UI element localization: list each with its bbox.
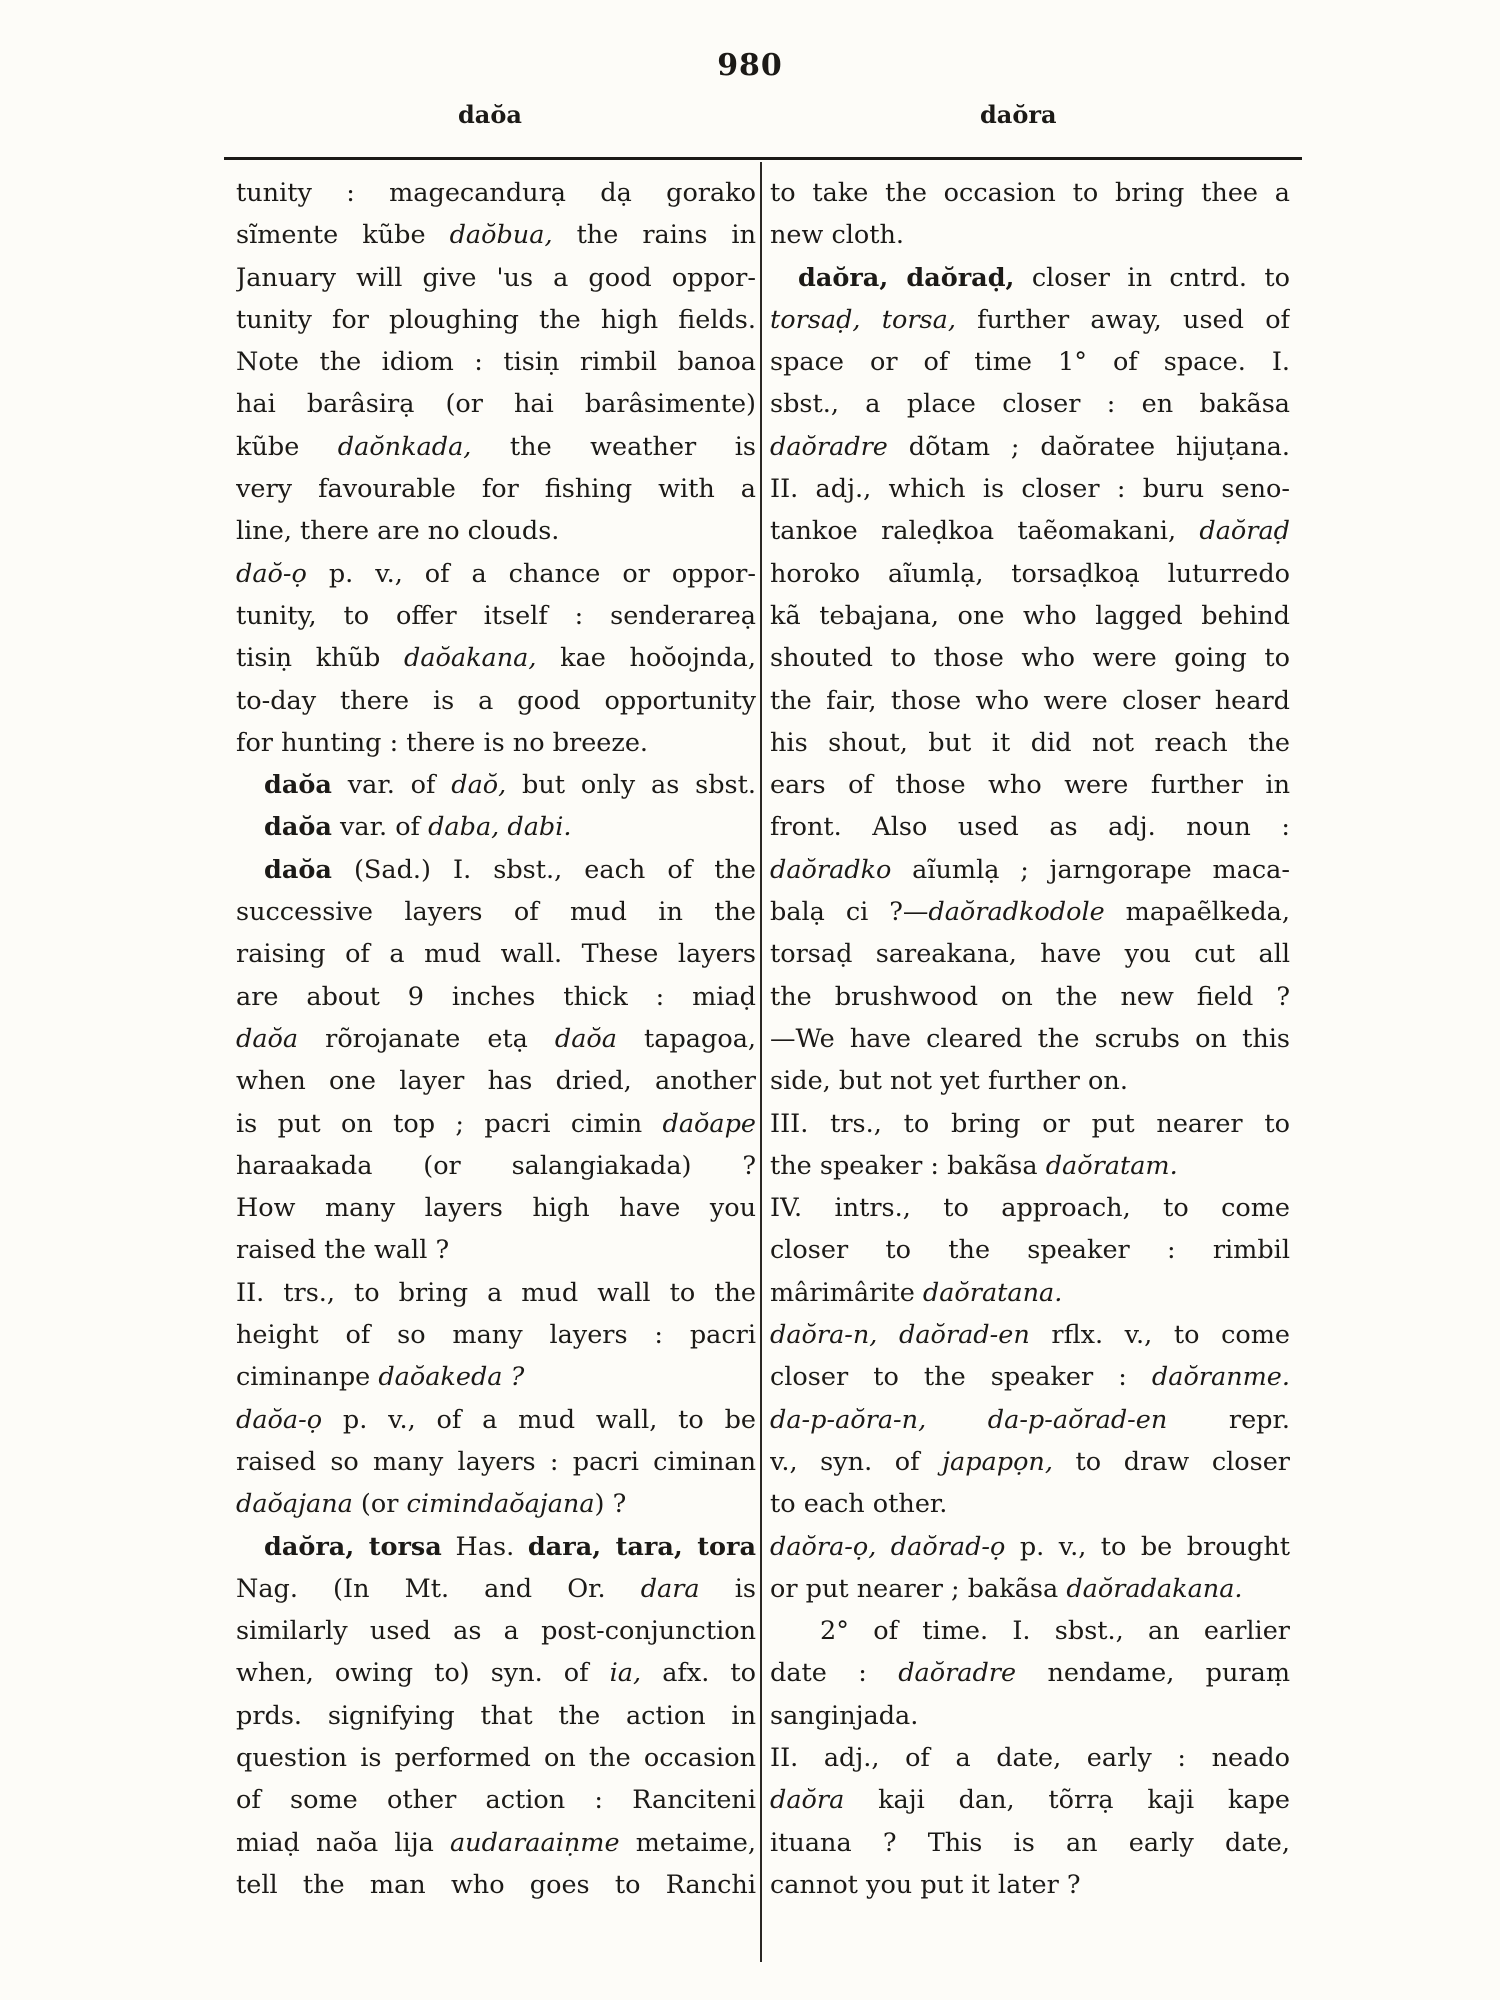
text-line [770, 764, 1290, 806]
italic-term: daŏakeda ? [378, 1362, 525, 1393]
headword: dara, tara, tora [527, 1531, 756, 1562]
italic-term: daŏratana. [922, 1277, 1063, 1308]
text-run: front. Also used as adj. noun : [770, 812, 1290, 843]
text-run: tisiṇ khũb [236, 643, 405, 674]
text-run: to draw closer [1052, 1446, 1290, 1477]
text-line [770, 1652, 1290, 1694]
headword: daŏa [264, 812, 332, 843]
text-run: height of so many layers : pacri [236, 1320, 756, 1351]
text-run: is put on top ; pacri cimin [236, 1108, 663, 1139]
text-run: side, but not yet further on. [770, 1066, 1128, 1097]
text-run: successive layers of mud in the [236, 897, 756, 928]
text-line [770, 1103, 1290, 1145]
italic-term: daŏra-ọ, daŏrad-ọ [770, 1531, 1006, 1562]
text-line [236, 1103, 756, 1145]
text-line [236, 383, 756, 425]
text-line [770, 510, 1290, 552]
text-line [236, 468, 756, 510]
text-run: new cloth. [770, 220, 905, 251]
italic-term: daba, dabi. [428, 812, 572, 843]
italic-term: daŏra-n, daŏrad-en [770, 1320, 1030, 1351]
text-line [236, 1441, 756, 1483]
text-run: (or [352, 1489, 407, 1520]
italic-term: torsaḍ, torsa, [770, 304, 956, 335]
text-line [770, 849, 1290, 891]
text-line [770, 1187, 1290, 1229]
italic-term: daŏradko [770, 854, 892, 885]
italic-term: daŏraḍ [1199, 516, 1290, 547]
text-run: line, there are no clouds. [236, 516, 560, 547]
text-run: dõtam ; daŏratee hijuṭana. [887, 431, 1290, 462]
text-run: his shout, but it did not reach the [770, 727, 1290, 758]
text-line [236, 1695, 756, 1737]
text-line [236, 1187, 756, 1229]
text-run: p. v., of a chance or oppor- [306, 558, 756, 589]
text-line [770, 1356, 1290, 1398]
text-line [770, 1060, 1290, 1102]
text-run: to each other. [770, 1489, 948, 1520]
text-run: tell the man who goes to Ranchi [236, 1869, 756, 1900]
italic-term: daŏra [770, 1785, 845, 1816]
text-run: Note the idiom : tisiṇ rimbil banoa [236, 347, 756, 378]
text-run: the speaker : bakãsa [770, 1150, 1046, 1181]
text-line [236, 1610, 756, 1652]
italic-term: daŏ-ọ [236, 558, 307, 589]
text-run: kaji dan, tõrrạ kaji kape [844, 1785, 1290, 1816]
text-line [770, 595, 1290, 637]
text-run: tunity for ploughing the high fields. [236, 304, 756, 335]
text-line [236, 1272, 756, 1314]
text-line [236, 849, 756, 891]
text-line [236, 1652, 756, 1694]
text-line [770, 1822, 1290, 1864]
text-run: tapagoa, [617, 1023, 756, 1054]
text-run: mârimârite [770, 1277, 923, 1308]
italic-term: daŏranme. [1151, 1362, 1290, 1393]
italic-term: dara [640, 1573, 700, 1604]
text-run: space or of time 1° of space. I. [770, 347, 1290, 378]
text-run: kã tebajana, one who lagged behind [770, 600, 1290, 631]
text-line [236, 214, 756, 256]
text-run: shouted to those who were going to [770, 643, 1290, 674]
text-line [236, 595, 756, 637]
text-run: mapaẽlkeda, [1104, 897, 1290, 928]
header-rule [224, 157, 1302, 160]
text-line [770, 214, 1290, 256]
text-run: closer to the speaker : rimbil [770, 1235, 1290, 1266]
italic-term: daŏa [236, 1023, 299, 1054]
text-run: v., syn. of [770, 1446, 943, 1477]
text-line [236, 1737, 756, 1779]
text-run: aĩumlạ ; jarngorape maca- [891, 854, 1290, 885]
text-line [770, 1272, 1290, 1314]
text-run: p. v., to be brought [1005, 1531, 1290, 1562]
text-run: for hunting : there is no breeze. [236, 727, 649, 758]
text-line [770, 257, 1290, 299]
text-run: similarly used as a post-conjunction [236, 1616, 756, 1647]
text-run: January will give 'us a good oppor- [236, 262, 756, 293]
text-run: are about 9 inches thick : miaḍ [236, 981, 756, 1012]
headword: daŏa [264, 770, 332, 801]
headword: daŏa [264, 854, 332, 885]
text-line [236, 341, 756, 383]
text-run: var. of [331, 770, 452, 801]
text-run: II. adj., which is closer : buru seno- [770, 474, 1290, 505]
italic-term: daŏradre [898, 1658, 1017, 1689]
text-run: II. trs., to bring a mud wall to the [236, 1277, 756, 1308]
text-run: hai barâsirạ (or hai barâsimente) [236, 389, 756, 420]
text-line [236, 891, 756, 933]
text-run: tankoe raleḍkoa taẽomakani, [770, 516, 1200, 547]
italic-term: audaraaiṇme [449, 1827, 620, 1858]
text-run: date : [770, 1658, 899, 1689]
text-run: How many layers high have you [236, 1193, 756, 1224]
column-divider [760, 162, 762, 1962]
italic-term: da-p-aŏra-n, da-p-aŏrad-en [770, 1404, 1168, 1435]
text-run: kũbe [236, 431, 338, 462]
text-line [770, 1018, 1290, 1060]
italic-term: daŏajana [236, 1489, 353, 1520]
italic-term: daŏradre [770, 431, 888, 462]
text-line [770, 1779, 1290, 1821]
text-line [770, 1568, 1290, 1610]
text-run: Nag. (In Mt. and Or. [236, 1573, 641, 1604]
text-run: II. adj., of a date, early : neado [770, 1742, 1290, 1773]
text-run: Has. [441, 1531, 528, 1562]
text-line [236, 299, 756, 341]
text-line [770, 383, 1290, 425]
text-line [770, 976, 1290, 1018]
text-line [236, 426, 756, 468]
text-line [770, 1610, 1290, 1652]
text-run: ciminanpe [236, 1362, 379, 1393]
text-run: tunity : magecandurạ dạ gorako [236, 178, 756, 208]
text-run: balạ ci ?— [770, 897, 929, 928]
headword: daŏra, daŏraḍ, [798, 262, 1015, 293]
italic-term: japapọn, [942, 1446, 1053, 1477]
text-run: very favourable for fishing with a [236, 474, 756, 505]
text-run: sanginjada. [770, 1700, 919, 1731]
text-run: the weather is [471, 431, 756, 462]
text-line [770, 637, 1290, 679]
text-line [236, 1229, 756, 1271]
page-number: 980 [717, 48, 783, 83]
text-run: III. trs., to bring or put nearer to [770, 1108, 1290, 1139]
text-line [770, 1441, 1290, 1483]
text-run: sbst., a place closer : en bakãsa [770, 389, 1290, 420]
text-run: raised so many layers : pacri ciminan [236, 1446, 756, 1477]
text-line [770, 426, 1290, 468]
text-run: —We have cleared the scrubs on this [770, 1023, 1290, 1054]
text-run: IV. intrs., to approach, to come [770, 1193, 1290, 1224]
text-run: raised the wall ? [236, 1235, 450, 1266]
text-line [236, 1526, 756, 1568]
text-run: haraakada (or salangiakada) ? [236, 1150, 756, 1181]
text-run: ) ? [594, 1489, 627, 1520]
text-line [770, 933, 1290, 975]
text-run: when, owing to) syn. of [236, 1658, 610, 1689]
text-line [236, 1314, 756, 1356]
italic-term: daŏbua, [449, 220, 553, 251]
text-run: prds. signifying that the action in [236, 1700, 756, 1731]
text-run: when one layer has dried, another [236, 1066, 756, 1097]
left-column [236, 172, 756, 1906]
text-line [236, 553, 756, 595]
text-run: but only as sbst. [506, 770, 756, 801]
text-run: (Sad.) I. sbst., each of the [331, 854, 756, 885]
text-line [236, 1018, 756, 1060]
text-line [236, 806, 756, 848]
text-line [236, 1864, 756, 1906]
text-line [236, 722, 756, 764]
text-line [770, 468, 1290, 510]
text-run: to take the occasion to bring thee a [770, 178, 1290, 208]
text-run: raising of a mud wall. These layers [236, 939, 756, 970]
italic-term: daŏa [554, 1023, 617, 1054]
text-line [770, 1314, 1290, 1356]
text-line [770, 1399, 1290, 1441]
italic-term: cimindaŏajana [406, 1489, 595, 1520]
text-line [236, 1060, 756, 1102]
text-run: ears of those who were further in [770, 770, 1290, 801]
text-run: question is performed on the occasion [236, 1742, 756, 1773]
text-run: the rains in [552, 220, 756, 251]
text-run: p. v., of a mud wall, to be [322, 1404, 756, 1435]
italic-term: daŏakana, [404, 643, 537, 674]
text-line [770, 172, 1290, 214]
text-line [236, 1399, 756, 1441]
text-line [770, 680, 1290, 722]
text-line [236, 976, 756, 1018]
text-line [770, 1864, 1290, 1906]
text-run: closer to the speaker : [770, 1362, 1152, 1393]
text-line [236, 933, 756, 975]
text-line [770, 299, 1290, 341]
text-run: nendame, puraṃ [1016, 1658, 1290, 1689]
text-run: ituana ? This is an early date, [770, 1827, 1290, 1858]
text-run: rflx. v., to come [1029, 1320, 1290, 1351]
text-line [770, 553, 1290, 595]
text-run: to-day there is a good opportunity [236, 685, 756, 716]
text-line [770, 341, 1290, 383]
text-run: cannot you put it later ? [770, 1869, 1081, 1900]
text-line [770, 1526, 1290, 1568]
italic-term: daŏape [662, 1108, 756, 1139]
text-run: 2° of time. I. sbst., an earlier [820, 1616, 1290, 1647]
text-line [236, 637, 756, 679]
text-run: sĩmente kũbe [236, 220, 450, 251]
text-run: repr. [1167, 1404, 1290, 1435]
text-line [236, 1483, 756, 1525]
text-line [770, 891, 1290, 933]
text-line [236, 1145, 756, 1187]
italic-term: daŏnkada, [337, 431, 472, 462]
italic-term: daŏ, [451, 770, 507, 801]
text-run: the brushwood on the new field ? [770, 981, 1290, 1012]
italic-term: daŏradakana. [1066, 1573, 1243, 1604]
text-run: further away, used of [955, 304, 1290, 335]
text-line [236, 172, 756, 214]
text-line [770, 1737, 1290, 1779]
text-run: of some other action : Ranciteni [236, 1785, 756, 1816]
text-line [236, 1568, 756, 1610]
text-run: tunity, to offer itself : senderareạ [236, 600, 756, 631]
text-run: afx. to [641, 1658, 756, 1689]
text-line [236, 1356, 756, 1398]
text-run: kae hoŏojnda, [536, 643, 756, 674]
text-run: horoko aĩumlạ, torsaḍkoạ luturredo [770, 558, 1290, 589]
text-line [770, 1695, 1290, 1737]
text-line [770, 806, 1290, 848]
text-run: metaime, [619, 1827, 756, 1858]
text-line [770, 722, 1290, 764]
text-run: var. of [331, 812, 429, 843]
italic-term: daŏa-ọ [236, 1404, 323, 1435]
text-run: is [699, 1573, 756, 1604]
text-line [770, 1145, 1290, 1187]
italic-term: daŏradkodole [928, 897, 1105, 928]
text-run: the fair, those who were closer heard [770, 685, 1290, 716]
text-run: miaḍ naŏa lija [236, 1827, 450, 1858]
text-line [770, 1229, 1290, 1271]
italic-term: daŏratam. [1045, 1150, 1178, 1181]
text-run: rõrojanate etạ [298, 1023, 555, 1054]
italic-term: ia, [609, 1658, 642, 1689]
text-run: closer in cntrd. to [1014, 262, 1290, 293]
left-guide-word: daŏa [458, 100, 522, 129]
text-line [236, 257, 756, 299]
text-run: or put nearer ; bakãsa [770, 1573, 1067, 1604]
text-run: torsaḍ sareakana, have you cut all [770, 939, 1290, 970]
headword: daŏra, torsa [264, 1531, 442, 1562]
text-line [236, 764, 756, 806]
right-guide-word: daŏra [980, 100, 1057, 129]
right-column [770, 172, 1290, 1906]
text-line [236, 680, 756, 722]
text-line [770, 1483, 1290, 1525]
text-line [236, 510, 756, 552]
text-line [236, 1822, 756, 1864]
text-line [236, 1779, 756, 1821]
